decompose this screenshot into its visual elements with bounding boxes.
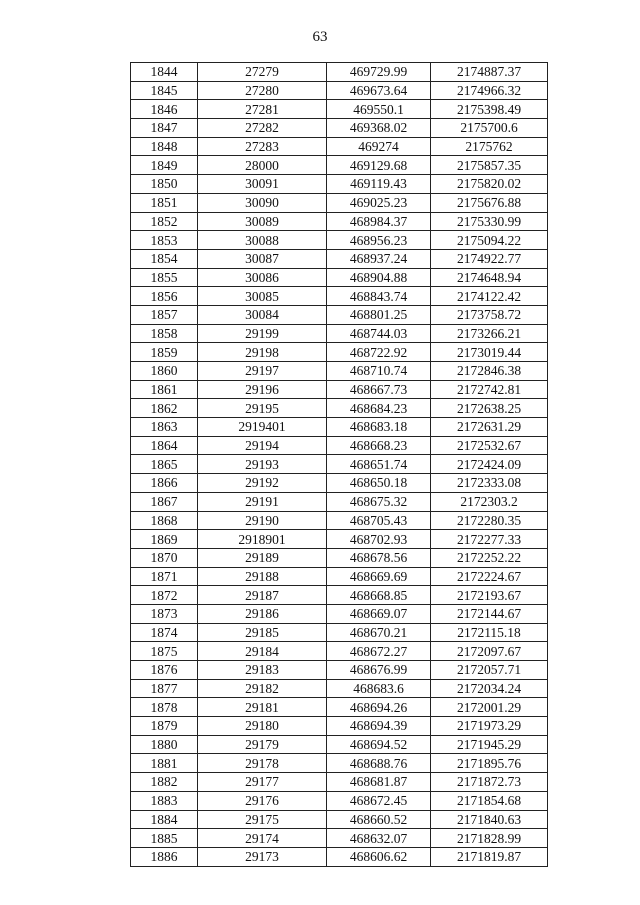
x-coordinate-cell: 468678.56 <box>327 548 431 567</box>
row-number-cell: 1865 <box>131 455 198 474</box>
point-id-cell: 30086 <box>198 268 327 287</box>
table-row <box>131 324 548 343</box>
point-id-cell: 29197 <box>198 362 327 381</box>
table-row <box>131 642 548 661</box>
x-coordinate-cell: 468651.74 <box>327 455 431 474</box>
table-row <box>131 418 548 437</box>
point-id-cell: 29190 <box>198 511 327 530</box>
point-id-cell: 2918901 <box>198 530 327 549</box>
table-row <box>131 511 548 530</box>
row-number-cell: 1886 <box>131 847 198 866</box>
table-row <box>131 586 548 605</box>
x-coordinate-cell: 468668.23 <box>327 436 431 455</box>
row-number-cell: 1866 <box>131 474 198 493</box>
row-number-cell: 1880 <box>131 735 198 754</box>
point-id-cell: 29176 <box>198 791 327 810</box>
table-row <box>131 474 548 493</box>
y-coordinate-cell: 2171828.99 <box>431 829 548 848</box>
row-number-cell: 1857 <box>131 305 198 324</box>
y-coordinate-cell: 2172742.81 <box>431 380 548 399</box>
y-coordinate-cell: 2173758.72 <box>431 305 548 324</box>
table-row <box>131 810 548 829</box>
y-coordinate-cell: 2172532.67 <box>431 436 548 455</box>
y-coordinate-cell: 2172057.71 <box>431 661 548 680</box>
x-coordinate-cell: 468606.62 <box>327 847 431 866</box>
x-coordinate-cell: 469729.99 <box>327 63 431 82</box>
x-coordinate-cell: 469119.43 <box>327 175 431 194</box>
table-row <box>131 249 548 268</box>
table-row <box>131 530 548 549</box>
row-number-cell: 1860 <box>131 362 198 381</box>
x-coordinate-cell: 468668.85 <box>327 586 431 605</box>
y-coordinate-cell: 2175700.6 <box>431 119 548 138</box>
point-id-cell: 29184 <box>198 642 327 661</box>
table-row <box>131 175 548 194</box>
x-coordinate-cell: 468984.37 <box>327 212 431 231</box>
point-id-cell: 29189 <box>198 548 327 567</box>
table-row <box>131 679 548 698</box>
row-number-cell: 1858 <box>131 324 198 343</box>
row-number-cell: 1863 <box>131 418 198 437</box>
x-coordinate-cell: 468672.45 <box>327 791 431 810</box>
row-number-cell: 1848 <box>131 137 198 156</box>
table-row <box>131 698 548 717</box>
point-id-cell: 27282 <box>198 119 327 138</box>
point-id-cell: 29196 <box>198 380 327 399</box>
x-coordinate-cell: 468672.27 <box>327 642 431 661</box>
y-coordinate-cell: 2172631.29 <box>431 418 548 437</box>
x-coordinate-cell: 469368.02 <box>327 119 431 138</box>
table-row <box>131 119 548 138</box>
x-coordinate-cell: 468650.18 <box>327 474 431 493</box>
x-coordinate-cell: 469673.64 <box>327 81 431 100</box>
table-row <box>131 717 548 736</box>
row-number-cell: 1872 <box>131 586 198 605</box>
y-coordinate-cell: 2174887.37 <box>431 63 548 82</box>
row-number-cell: 1869 <box>131 530 198 549</box>
x-coordinate-cell: 468676.99 <box>327 661 431 680</box>
x-coordinate-cell: 468675.32 <box>327 492 431 511</box>
table-row <box>131 661 548 680</box>
x-coordinate-cell: 468667.73 <box>327 380 431 399</box>
point-id-cell: 29177 <box>198 773 327 792</box>
y-coordinate-cell: 2172034.24 <box>431 679 548 698</box>
point-id-cell: 30089 <box>198 212 327 231</box>
table-row <box>131 193 548 212</box>
point-id-cell: 29186 <box>198 604 327 623</box>
row-number-cell: 1850 <box>131 175 198 194</box>
row-number-cell: 1883 <box>131 791 198 810</box>
y-coordinate-cell: 2172424.09 <box>431 455 548 474</box>
point-id-cell: 27283 <box>198 137 327 156</box>
x-coordinate-cell: 468705.43 <box>327 511 431 530</box>
y-coordinate-cell: 2172193.67 <box>431 586 548 605</box>
table-row <box>131 773 548 792</box>
x-coordinate-cell: 468956.23 <box>327 231 431 250</box>
table-row <box>131 829 548 848</box>
point-id-cell: 29183 <box>198 661 327 680</box>
y-coordinate-cell: 2172115.18 <box>431 623 548 642</box>
table-row <box>131 436 548 455</box>
row-number-cell: 1847 <box>131 119 198 138</box>
y-coordinate-cell: 2175398.49 <box>431 100 548 119</box>
x-coordinate-cell: 468694.39 <box>327 717 431 736</box>
x-coordinate-cell: 468904.88 <box>327 268 431 287</box>
point-id-cell: 29182 <box>198 679 327 698</box>
y-coordinate-cell: 2172280.35 <box>431 511 548 530</box>
x-coordinate-cell: 468688.76 <box>327 754 431 773</box>
row-number-cell: 1846 <box>131 100 198 119</box>
row-number-cell: 1862 <box>131 399 198 418</box>
row-number-cell: 1885 <box>131 829 198 848</box>
table-row <box>131 847 548 866</box>
point-id-cell: 2919401 <box>198 418 327 437</box>
y-coordinate-cell: 2175094.22 <box>431 231 548 250</box>
row-number-cell: 1859 <box>131 343 198 362</box>
y-coordinate-cell: 2172144.67 <box>431 604 548 623</box>
row-number-cell: 1867 <box>131 492 198 511</box>
row-number-cell: 1881 <box>131 754 198 773</box>
point-id-cell: 29174 <box>198 829 327 848</box>
point-id-cell: 29199 <box>198 324 327 343</box>
table-body <box>131 63 548 867</box>
x-coordinate-cell: 468670.21 <box>327 623 431 642</box>
table-row <box>131 268 548 287</box>
point-id-cell: 28000 <box>198 156 327 175</box>
y-coordinate-cell: 2171973.29 <box>431 717 548 736</box>
table-row <box>131 548 548 567</box>
x-coordinate-cell: 469129.68 <box>327 156 431 175</box>
row-number-cell: 1871 <box>131 567 198 586</box>
point-id-cell: 29188 <box>198 567 327 586</box>
row-number-cell: 1876 <box>131 661 198 680</box>
point-id-cell: 29198 <box>198 343 327 362</box>
row-number-cell: 1849 <box>131 156 198 175</box>
table-row <box>131 212 548 231</box>
table-row <box>131 791 548 810</box>
x-coordinate-cell: 468660.52 <box>327 810 431 829</box>
point-id-cell: 27281 <box>198 100 327 119</box>
x-coordinate-cell: 468683.18 <box>327 418 431 437</box>
row-number-cell: 1861 <box>131 380 198 399</box>
table-row <box>131 63 548 82</box>
page-number: 63 <box>312 29 328 45</box>
table-row <box>131 380 548 399</box>
table-row <box>131 231 548 250</box>
row-number-cell: 1844 <box>131 63 198 82</box>
y-coordinate-cell: 2171854.68 <box>431 791 548 810</box>
y-coordinate-cell: 2171895.76 <box>431 754 548 773</box>
point-id-cell: 29192 <box>198 474 327 493</box>
y-coordinate-cell: 2174122.42 <box>431 287 548 306</box>
y-coordinate-cell: 2172097.67 <box>431 642 548 661</box>
y-coordinate-cell: 2171945.29 <box>431 735 548 754</box>
row-number-cell: 1864 <box>131 436 198 455</box>
x-coordinate-cell: 468937.24 <box>327 249 431 268</box>
table-row <box>131 604 548 623</box>
x-coordinate-cell: 468669.07 <box>327 604 431 623</box>
y-coordinate-cell: 2175762 <box>431 137 548 156</box>
y-coordinate-cell: 2172303.2 <box>431 492 548 511</box>
row-number-cell: 1884 <box>131 810 198 829</box>
row-number-cell: 1852 <box>131 212 198 231</box>
coordinates-table <box>130 62 548 867</box>
point-id-cell: 29173 <box>198 847 327 866</box>
y-coordinate-cell: 2172001.29 <box>431 698 548 717</box>
x-coordinate-cell: 469025.23 <box>327 193 431 212</box>
table-row <box>131 100 548 119</box>
x-coordinate-cell: 468801.25 <box>327 305 431 324</box>
row-number-cell: 1851 <box>131 193 198 212</box>
y-coordinate-cell: 2175820.02 <box>431 175 548 194</box>
row-number-cell: 1856 <box>131 287 198 306</box>
x-coordinate-cell: 468669.69 <box>327 567 431 586</box>
y-coordinate-cell: 2172252.22 <box>431 548 548 567</box>
point-id-cell: 29187 <box>198 586 327 605</box>
point-id-cell: 30085 <box>198 287 327 306</box>
point-id-cell: 29179 <box>198 735 327 754</box>
y-coordinate-cell: 2175676.88 <box>431 193 548 212</box>
table-row <box>131 81 548 100</box>
point-id-cell: 30091 <box>198 175 327 194</box>
y-coordinate-cell: 2172277.33 <box>431 530 548 549</box>
point-id-cell: 29175 <box>198 810 327 829</box>
x-coordinate-cell: 468744.03 <box>327 324 431 343</box>
point-id-cell: 29191 <box>198 492 327 511</box>
row-number-cell: 1853 <box>131 231 198 250</box>
row-number-cell: 1855 <box>131 268 198 287</box>
table-row <box>131 343 548 362</box>
x-coordinate-cell: 468722.92 <box>327 343 431 362</box>
row-number-cell: 1854 <box>131 249 198 268</box>
y-coordinate-cell: 2172224.67 <box>431 567 548 586</box>
x-coordinate-cell: 468683.6 <box>327 679 431 698</box>
row-number-cell: 1874 <box>131 623 198 642</box>
y-coordinate-cell: 2175857.35 <box>431 156 548 175</box>
table-row <box>131 362 548 381</box>
point-id-cell: 27280 <box>198 81 327 100</box>
point-id-cell: 27279 <box>198 63 327 82</box>
row-number-cell: 1873 <box>131 604 198 623</box>
x-coordinate-cell: 468681.87 <box>327 773 431 792</box>
x-coordinate-cell: 468710.74 <box>327 362 431 381</box>
point-id-cell: 29178 <box>198 754 327 773</box>
y-coordinate-cell: 2174966.32 <box>431 81 548 100</box>
point-id-cell: 29185 <box>198 623 327 642</box>
y-coordinate-cell: 2173266.21 <box>431 324 548 343</box>
x-coordinate-cell: 468843.74 <box>327 287 431 306</box>
point-id-cell: 29180 <box>198 717 327 736</box>
table-row <box>131 623 548 642</box>
x-coordinate-cell: 469274 <box>327 137 431 156</box>
table-row <box>131 287 548 306</box>
row-number-cell: 1882 <box>131 773 198 792</box>
x-coordinate-cell: 468632.07 <box>327 829 431 848</box>
table-row <box>131 137 548 156</box>
point-id-cell: 29181 <box>198 698 327 717</box>
point-id-cell: 29193 <box>198 455 327 474</box>
row-number-cell: 1878 <box>131 698 198 717</box>
table-row <box>131 399 548 418</box>
row-number-cell: 1879 <box>131 717 198 736</box>
row-number-cell: 1868 <box>131 511 198 530</box>
point-id-cell: 30084 <box>198 305 327 324</box>
y-coordinate-cell: 2171840.63 <box>431 810 548 829</box>
x-coordinate-cell: 469550.1 <box>327 100 431 119</box>
table-row <box>131 735 548 754</box>
y-coordinate-cell: 2172333.08 <box>431 474 548 493</box>
y-coordinate-cell: 2174922.77 <box>431 249 548 268</box>
point-id-cell: 30088 <box>198 231 327 250</box>
y-coordinate-cell: 2172846.38 <box>431 362 548 381</box>
table-row <box>131 305 548 324</box>
y-coordinate-cell: 2173019.44 <box>431 343 548 362</box>
row-number-cell: 1870 <box>131 548 198 567</box>
x-coordinate-cell: 468702.93 <box>327 530 431 549</box>
table-row <box>131 492 548 511</box>
y-coordinate-cell: 2172638.25 <box>431 399 548 418</box>
x-coordinate-cell: 468694.52 <box>327 735 431 754</box>
point-id-cell: 29195 <box>198 399 327 418</box>
y-coordinate-cell: 2171872.73 <box>431 773 548 792</box>
x-coordinate-cell: 468684.23 <box>327 399 431 418</box>
table-row <box>131 754 548 773</box>
row-number-cell: 1845 <box>131 81 198 100</box>
x-coordinate-cell: 468694.26 <box>327 698 431 717</box>
point-id-cell: 30090 <box>198 193 327 212</box>
row-number-cell: 1877 <box>131 679 198 698</box>
table-row <box>131 567 548 586</box>
point-id-cell: 30087 <box>198 249 327 268</box>
table-row <box>131 455 548 474</box>
y-coordinate-cell: 2171819.87 <box>431 847 548 866</box>
point-id-cell: 29194 <box>198 436 327 455</box>
y-coordinate-cell: 2174648.94 <box>431 268 548 287</box>
y-coordinate-cell: 2175330.99 <box>431 212 548 231</box>
table-row <box>131 156 548 175</box>
row-number-cell: 1875 <box>131 642 198 661</box>
